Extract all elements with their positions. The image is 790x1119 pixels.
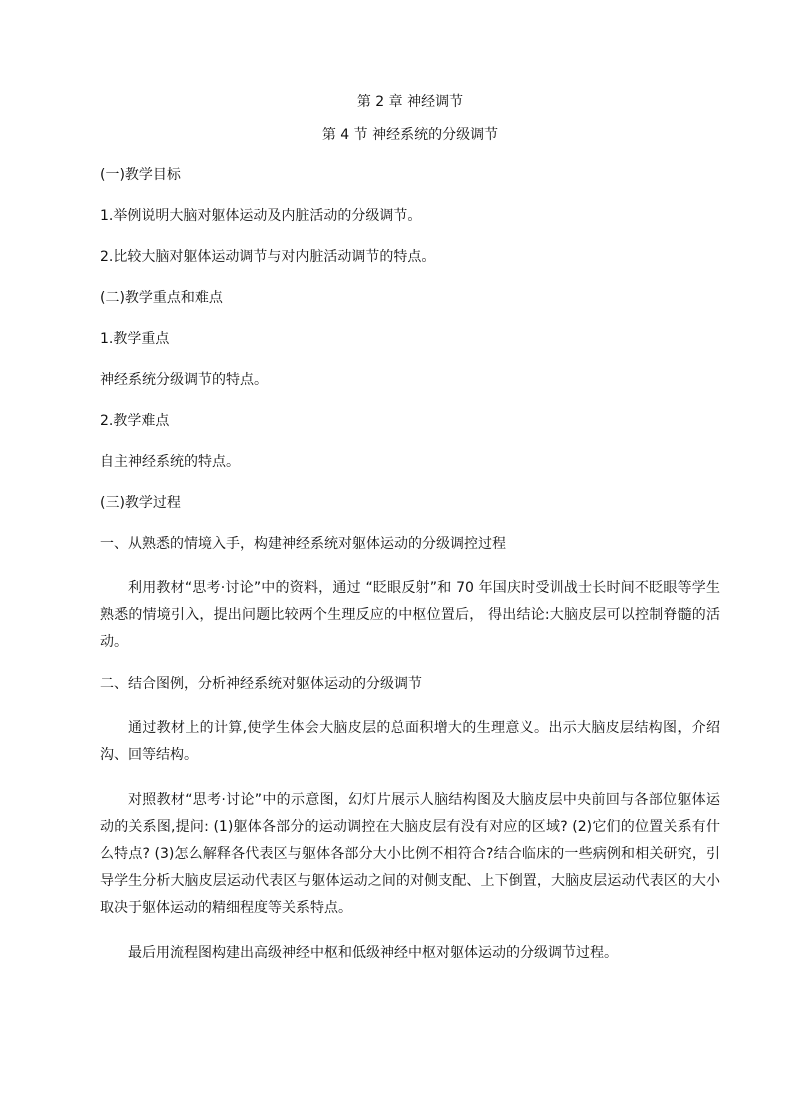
heading-key-and-difficult-points: (二)教学重点和难点 <box>100 290 223 306</box>
goal-item-1: 1.举例说明大脑对躯体运动及内脏活动的分级调节。 <box>100 208 422 224</box>
step-1-title: 一、从熟悉的情境入手，构建神经系统对躯体运动的分级调控过程 <box>100 536 506 552</box>
step-2-paragraph-2: 对照教材“思考·讨论”中的示意图，幻灯片展示人脑结构图及大脑皮层中央前回与各部位躯体运动的关系图,提问: (1)躯体各部分的运动调控在大脑皮层有没有对应的区域? (2)它们的位置关系有什么特点? (3)怎么解释各代表区与躯体各部分大小比例不相符合?结合临床的一些病例和相关研究，引导学生分析大脑皮层运动代表区与躯体运动之间的对侧支配、上下倒置，大脑皮层运动代表区的大小取决于躯体运动的精细程度等关系特点。 <box>100 792 720 916</box>
section-title: 第 4 节 神经系统的分级调节 <box>321 127 499 143</box>
step-1-paragraph: 利用教材“思考·讨论”中的资料，通过 “眨眼反射”和 70 年国庆时受训战士长时间不眨眼等学生熟悉的情境引入，提出问题比较两个生理反应的中枢位置后， 得出结论:大脑皮层可以控制脊髓的活动。 <box>100 580 720 650</box>
difficulty-label: 2.教学难点 <box>100 413 170 429</box>
difficulty-text: 自主神经系统的特点。 <box>100 454 240 470</box>
key-point-text: 神经系统分级调节的特点。 <box>100 372 268 388</box>
goal-item-2: 2.比较大脑对躯体运动调节与对内脏活动调节的特点。 <box>100 249 436 265</box>
chapter-title: 第 2 章 神经调节 <box>356 94 464 110</box>
heading-teaching-process: (三)教学过程 <box>100 495 181 511</box>
document-content <box>100 92 720 985</box>
step-2-paragraph-3: 最后用流程图构建出高级神经中枢和低级神经中枢对躯体运动的分级调节过程。 <box>128 945 618 961</box>
step-2-paragraph-1: 通过教材上的计算,使学生体会大脑皮层的总面积增大的生理意义。出示大脑皮层结构图，介绍沟、回等结构。 <box>100 720 720 763</box>
step-2-title: 二、结合图例，分析神经系统对躯体运动的分级调节 <box>100 676 422 692</box>
heading-teaching-goals: (一)教学目标 <box>100 167 181 183</box>
key-point-label: 1.教学重点 <box>100 331 170 347</box>
